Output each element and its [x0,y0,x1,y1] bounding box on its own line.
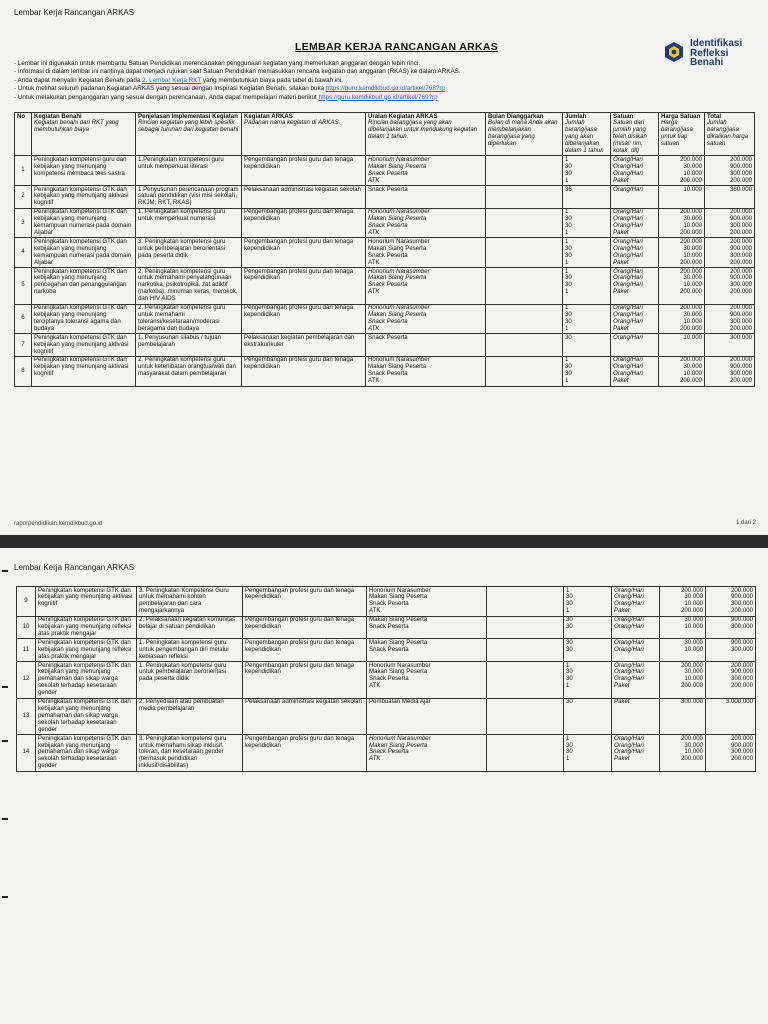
cell-total: 300.000 [705,334,755,357]
cell-penjelasan-implementasi: 1. Peningkatan kompetensi guru untuk pengembangan diri melalui kebiasaan refleksi [137,639,243,662]
column-header: Kegiatan Benahi Kegiatan benahi dari RKT yang membutuhkan biaya [32,113,136,156]
cell-harga: 200.000 30.000 10.000 200.000 [659,304,705,334]
column-header: Penjelasan Implementasi Kegiatan Rincian kegiatan yang lebih spesifik sebagai turunan dari kegiatan benahi [136,113,242,156]
cell-jumlah: 1 30 30 1 [563,356,611,386]
cell-penjelasan-implementasi: 1. Penyusunan silabus / tujuan pembelajaran [136,334,242,357]
cell-satuan: Orang/Hari [611,334,659,357]
row-number: 8 [15,356,32,386]
cell-satuan: Orang/Hari Orang/Hari Orang/Hari Paket [611,304,659,334]
intro-notes [14,60,664,102]
row-number: 12 [17,662,36,699]
cell-uraian: Snack Peserta [366,334,486,357]
intro-line: - Lembar ini digunakan untuk membantu Satuan Pendidikan merencanakan penggunaan kegiatan yang memerlukan anggaran dengan lebih rinci. [14,60,421,67]
intro-line: - Untuk melakukan penganggaran yang sesuai dengan perencanaan, Anda dapat mempelajari materi berikut https://guru.kemdikbud.go.id/artikel/769?rp [14,93,438,101]
table-row [15,186,755,209]
intro-line: - Informasi di dalam lembar ini nantinya dapat menjadi rujukan saat Satuan Pendidikan memasukkan rencana kegiatan dan anggaran (RKAS) ke dalam ARKAS. [14,68,461,76]
cell-total: 200.000 900.000 300.000 200.000 [705,238,755,268]
cell-penjelasan-implementasi: 1.Penyusunan perencanaan program satuan pendidikan (visi misi sekolah, RKJM, RKT, RKAS) [136,186,242,209]
cell-satuan: Orang/Hari Orang/Hari Orang/Hari Paket [611,356,659,386]
cell-kegiatan-arkas: Pengembangan profesi guru dan tenaga kependidikan [242,356,366,386]
cell-kegiatan-arkas: Pengembangan profesi guru dan tenaga kependidikan [243,616,367,639]
cell-kegiatan-arkas: Pengembangan profesi guru dan tenaga kependidikan [242,268,366,305]
cell-total: 360.000 [705,186,755,209]
logo-text: Identifikasi Refleksi Benahi [690,38,743,68]
cell-harga: 200.000 30.000 10.000 200.000 [660,587,706,617]
cell-kegiatan-benahi: Peningkatan kompetensi guru dan kebijakan yang menunjang kompetensi membaca teks sastra [32,156,136,186]
cell-penjelasan-implementasi: 3. Peningkatan Kompetensi Guru untuk memahami konten pembelajaran dan cara mengajarkannya [137,587,243,617]
cell-satuan: Orang/Hari Orang/Hari [612,616,660,639]
page-2 [0,548,768,1024]
logo-mark-icon [662,40,686,64]
cell-kegiatan-arkas: Pengembangan profesi guru dan tenaga kependidikan [243,639,367,662]
table-row [15,238,755,268]
intro-line: - Untuk melihat seluruh padanan Kegiatan ARKAS yang sesuai dengan Inspirasi Kegiatan Benahi, silakan buka https://guru.kemdikbud.go.id/artikel/768?rp [14,85,445,93]
cell-harga: 300.000 [660,698,706,735]
cell-kegiatan-benahi: Peningkatan kompetensi GTK dan kebijakan yang menunjang kemampuan numerasi pada domain Aljabar [32,208,136,238]
cell-kegiatan-arkas: Pengembangan profesi guru dan tenaga kependidikan [242,156,366,186]
row-number: 1 [15,156,32,186]
cell-uraian: Pembuatan Media Ajar [367,698,487,735]
cell-bulan [486,186,563,209]
cell-jumlah: 1 30 30 1 [564,735,612,772]
cell-harga: 200.000 30.000 10.000 200.000 [660,735,706,772]
cell-kegiatan-benahi: Peningkatan kompetensi GTK dan kebijakan yang menunjang pemahaman dan sikap warga sekolah terhadap kesetaraan gender [36,698,137,735]
cell-bulan [486,304,563,334]
table-row [15,304,755,334]
cell-penjelasan-implementasi: 3. Peningkatan kompetensi guru untuk memahami sikap inklusif, toleran, dan kesetaraan gender (termasuk pendidikan inklusif/disabilitas) [137,735,243,772]
page-header: Lembar Kerja Rancangan ARKAS [14,563,135,572]
cell-uraian: Honorium Narasumber Makan Siang Peserta Snack Peserta ATK [366,356,486,386]
row-number: 10 [17,616,36,639]
cell-harga: 10.000 [659,334,705,357]
intro-link[interactable]: 2. Lembar Kerja RKT [142,76,202,84]
row-number: 4 [15,238,32,268]
cell-uraian: Honorium Narasumber Makan Siang Peserta Snack Peserta ATK [366,304,486,334]
column-header: Uraian Kegiatan ARKAS Rincian barang/jasa yang akan dibelanjakan untuk mendukung kegiatan dalam 1 tahun. [366,113,486,156]
cell-penjelasan-implementasi: 2. Peningkatan kompetensi guru untuk keterlibatan orangtua/wali dan masyarakat dalam pembelajaran [136,356,242,386]
cell-jumlah: 1 30 30 1 [563,238,611,268]
cell-kegiatan-arkas: Pelaksanaan kegiatan pembelajaran dan ekstrakurikuler [242,334,366,357]
cell-uraian: Honorium Narasumber Makan Siang Peserta Snack Peserta ATK [366,208,486,238]
cell-kegiatan-benahi: Peningkatan kompetensi GTK dan kebijakan yang menunjang refleksi atas praktik mengajar [36,639,137,662]
cell-penjelasan-implementasi: 1. Peningkatan kompetensi guru untuk memperkuat numerasi [136,208,242,238]
row-number: 13 [17,698,36,735]
cell-satuan: Orang/Hari Orang/Hari Orang/Hari Paket [611,156,659,186]
cell-jumlah: 36 [563,186,611,209]
cell-uraian: Honorium Narasumber Makan Siang Peserta Snack Peserta ATK [366,156,486,186]
cell-jumlah: 1 30 30 1 [563,156,611,186]
cell-satuan: Orang/Hari Orang/Hari Orang/Hari Paket [612,735,660,772]
cell-bulan [486,356,563,386]
cell-total: 200.000 900.000 300.000 200.000 [705,156,755,186]
cell-bulan [486,238,563,268]
cell-jumlah: 1 30 30 1 [563,268,611,305]
cell-bulan [487,639,564,662]
cell-kegiatan-arkas: Pengembangan profesi guru dan tenaga kependidikan [243,587,367,617]
cell-penjelasan-implementasi: 1. Peningkatan kompetensi guru untuk pembelajaran berorientasi pada peserta didik [137,662,243,699]
page-number: 1 dari 2 [736,520,757,526]
table-row [17,639,756,662]
table-row [17,616,756,639]
column-header: Total Jumlah barang/jasa dikalikan harga satuan [705,113,755,156]
cell-jumlah: 30 [564,698,612,735]
column-header: Kegiatan ARKAS Padanan nama kegiatan di ARKAS. [242,113,366,156]
table-row [15,208,755,238]
document-title: LEMBAR KERJA RANCANGAN ARKAS [295,41,499,53]
cell-jumlah: 1 30 30 1 [563,304,611,334]
cell-bulan [487,698,564,735]
column-header: Satuan Satuan dari jumlah yang telah disikan (misal: rim, kotak, dll) [611,113,659,156]
cell-jumlah: 30 30 [564,639,612,662]
row-number: 14 [17,735,36,772]
cell-total: 900.000 300.000 [706,639,756,662]
cell-kegiatan-benahi: Peningkatan kompetensi GTK dan kebijakan yang menunjang refleksi atas praktik mengajar [36,616,137,639]
cell-satuan: Orang/Hari Orang/Hari Orang/Hari Paket [612,587,660,617]
row-number: 7 [15,334,32,357]
cell-uraian: Honorium Narasumber Makan Siang Peserta Snack Peserta ATK [367,735,487,772]
cell-kegiatan-arkas: Pengembangan profesi guru dan tenaga kependidikan [243,662,367,699]
cell-bulan [486,334,563,357]
cell-satuan: Orang/Hari Orang/Hari Orang/Hari Paket [611,268,659,305]
cell-total: 900.000 300.000 [706,616,756,639]
cell-penjelasan-implementasi: 2. Penyediaan atau pembuatan media pembelajaran [137,698,243,735]
row-number: 3 [15,208,32,238]
table-row [17,587,756,617]
cell-jumlah: 1 30 30 1 [563,208,611,238]
cell-bulan [487,662,564,699]
cell-satuan: Orang/Hari Orang/Hari [612,639,660,662]
cell-bulan [487,735,564,772]
cell-penjelasan-implementasi: 3. Peningkatan kompetensi guru untuk pembelajaran berorientasi pada peserta didik [136,238,242,268]
cell-kegiatan-arkas: Pengembangan profesi guru dan tenaga kependidikan [242,208,366,238]
column-header: Jumlah Jumlah barang/jasa yang akan dibelanjakan dalam 1 tahun [563,113,611,156]
cell-kegiatan-benahi: Peningkatan kompetensi GTK dan kebijakan yang menunjang aktivasi kognitif [32,186,136,209]
cell-total: 3.000.000 [706,698,756,735]
cell-uraian: Honorium Narasumber Makan Siang Peserta Snack Peserta ATK [366,238,486,268]
table-row [15,334,755,357]
cell-penjelasan-implementasi: 2. Peningkatan kompetensi guru untuk memahami penyalahgunaan narkotika, psikotropika, zat adiktif (narkoba), minuman keras, merokok, dan HIV AIDS [136,268,242,305]
cell-jumlah: 1 30 30 1 [564,662,612,699]
cell-satuan: Orang/Hari Orang/Hari Orang/Hari Paket [611,208,659,238]
logo [662,36,762,72]
cell-harga: 200.000 30.000 10.000 200.000 [659,268,705,305]
cell-harga: 200.000 30.000 10.000 200.000 [659,238,705,268]
cell-total: 200.000 900.000 300.000 200.000 [705,208,755,238]
cell-total: 200.000 900.000 300.000 200.000 [706,587,756,617]
row-number: 5 [15,268,32,305]
cell-uraian: Makan Siang Peserta Snack Peserta [367,639,487,662]
row-number: 11 [17,639,36,662]
cell-kegiatan-benahi: Peningkatan kompetensi GTK dan kebijakan yang menunjang aktivasi kognitif [32,356,136,386]
column-header: Bulan Dianggarkan Bulan di mana Anda akan membelanjakan barang/jasa yang diperlukan [486,113,563,156]
cell-kegiatan-arkas: Pengembangan profesi guru dan tenaga kependidikan [242,238,366,268]
cell-kegiatan-arkas: Pengembangan profesi guru dan tenaga kependidikan [243,735,367,772]
column-header: Harga Satuan Harga barang/jasa untuk tiap satuan [659,113,705,156]
table-row [17,735,756,772]
cell-harga: 10.000 [659,186,705,209]
cell-satuan: Orang/Hari Orang/Hari Orang/Hari Paket [611,238,659,268]
row-number: 6 [15,304,32,334]
cell-harga: 30.000 10.000 [660,616,706,639]
cell-penjelasan-implementasi: 2. Pelaksanaan kegiatan komunitas belajar di satuan pendidikan [137,616,243,639]
cell-uraian: Makan Siang Peserta Snack Peserta [367,616,487,639]
row-number: 9 [17,587,36,617]
table-header-row [15,113,755,156]
intro-line: - Anda dapat menyalin Kegiatan Benahi pada 2. Lembar Kerja RKT yang membutuhkan biaya pada tabel di bawah ini. [14,76,343,84]
cell-bulan [487,616,564,639]
cell-kegiatan-benahi: Peningkatan kompetensi GTK dan kebijakan yang menunjang pencegahan dan penanggulangan narkoba [32,268,136,305]
cell-satuan: Orang/Hari [611,186,659,209]
cell-kegiatan-arkas: Pengembangan profesi guru dan tenaga kependidikan [242,304,366,334]
cell-kegiatan-benahi: Peningkatan kompetensi GTK dan kebijakan yang menunjang aktivasi kognitif [32,334,136,357]
cell-bulan [487,587,564,617]
cell-harga: 200.000 30.000 10.000 200.000 [659,208,705,238]
table-row [17,662,756,699]
cell-kegiatan-benahi: Peningkatan kompetensi GTK dan kebijakan yang menunjang kemampuan numerasi pada domain Aljabar [32,238,136,268]
footer-url: raporpendidikan.kemdikbud.go.id [14,521,103,527]
cell-harga: 30.000 10.000 [660,639,706,662]
cell-kegiatan-benahi: Peningkatan kompetensi GTK dan kebijakan yang menunjang pemahaman dan sikap warga sekolah terhadap kesetaraan gender [36,735,137,772]
intro-link[interactable]: https://guru.kemdikbud.go.id/artikel/768?rp [325,85,445,93]
cell-satuan: Paket [612,698,660,735]
table-row [15,156,755,186]
cell-harga: 200.000 30.000 10.000 200.000 [660,662,706,699]
cell-bulan [486,268,563,305]
cell-kegiatan-arkas: Pelaksanaan administrasi kegiatan sekolah [242,186,366,209]
cell-jumlah: 30 [563,334,611,357]
cell-uraian: Honorium Narasumber Makan Siang Peserta Snack Peserta ATK [366,268,486,305]
cell-uraian: Honorium Narasumber Makan Siang Peserta Snack Peserta ATK [367,587,487,617]
cell-kegiatan-benahi: Peningkatan kompetensi GTK dan kebijakan yang menunjang pemahaman dan sikap warga sekolah terhadap kesetaraan gender [36,662,137,699]
cell-uraian: Honorium Narasumber Makan Siang Peserta Snack Peserta ATK [367,662,487,699]
cell-bulan [486,208,563,238]
cell-total: 200.000 900.000 300.000 200.000 [706,735,756,772]
cell-total: 200.000 900.000 300.000 200.000 [705,268,755,305]
cell-total: 200.000 900.000 300.000 200.000 [705,356,755,386]
row-number: 2 [15,186,32,209]
cell-total: 200.000 900.000 300.000 200.000 [706,662,756,699]
cell-jumlah: 30 30 [564,616,612,639]
cell-harga: 200.000 30.000 10.000 200.000 [659,356,705,386]
column-header: No [15,113,32,156]
cell-satuan: Orang/Hari Orang/Hari Orang/Hari Paket [612,662,660,699]
cell-kegiatan-benahi: Peningkatan kompetensi GTK dan kebijakan yang menunjang terciptanya toleransi agama dan budaya [32,304,136,334]
cell-bulan [486,156,563,186]
table-row [15,268,755,305]
cell-jumlah: 1 30 30 1 [564,587,612,617]
arkas-table-page-1 [14,112,755,387]
cell-uraian: Snack Peserta [366,186,486,209]
cell-kegiatan-arkas: Pelaksanaan administrasi kegiatan sekolah [243,698,367,735]
cell-penjelasan-implementasi: 2. Peningkatan kompetensi guru untuk memahami toleransi/kesetaraan/moderasi beragama dan budaya [136,304,242,334]
cell-penjelasan-implementasi: 1.Peningkatan kompetensi guru untuk memperkuat literasi [136,156,242,186]
cell-harga: 200.000 30.000 10.000 200.000 [659,156,705,186]
cell-total: 200.000 900.000 300.000 200.000 [705,304,755,334]
table-row [17,698,756,735]
page-header: Lembar Kerja Rancangan ARKAS [14,8,135,17]
arkas-table-page-2 [16,586,756,772]
intro-link[interactable]: https://guru.kemdikbud.go.id/artikel/769?rp [318,93,438,101]
cell-kegiatan-benahi: Peningkatan kompetensi GTK dan kebijakan yang menunjang aktivasi kognitif [36,587,137,617]
table-row [15,356,755,386]
